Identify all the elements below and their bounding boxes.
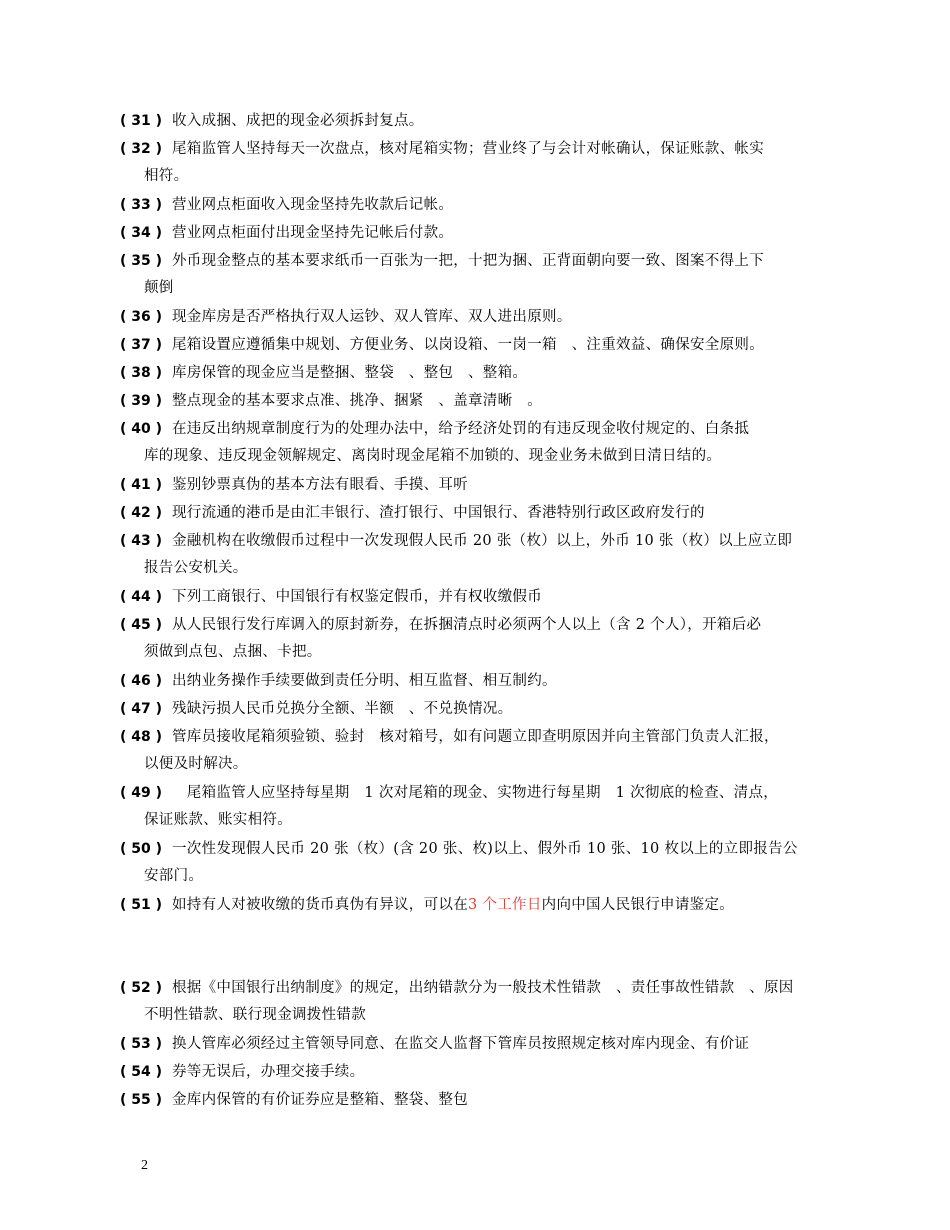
item-number: ( 54 ) [120, 1064, 163, 1080]
item-number: ( 52 ) [120, 980, 163, 996]
list-item [120, 612, 820, 666]
item-number: ( 33 ) [120, 197, 163, 213]
list-item [120, 192, 820, 219]
list-item [120, 136, 820, 190]
item-text: 在违反出纳规章制度行为的处理办法中，给予经济处罚的有违反现金收付规定的、白条抵 [172, 421, 750, 437]
item-text: 券等无误后，办理交接手续。 [172, 1064, 365, 1080]
item-text: 从人民银行发行库调入的原封新券，在拆捆清点时必须两个人以上（含 2 个人），开箱后必 [172, 617, 762, 633]
item-number: ( 51 ) [120, 897, 163, 913]
highlighted-deadline: 3 个工作日 [468, 897, 542, 913]
item-text-continued: 库的现象、违反现金领解规定、离岗时现金尾箱不加锁的、现金业务未做到日清日结的。 [144, 448, 722, 464]
list-item [120, 696, 820, 723]
item-text: 根据《中国银行出纳制度》的规定，出纳错款分为一般技术性错款 、责任事故性错款 、原因 [172, 980, 794, 996]
item-number: ( 47 ) [120, 701, 163, 717]
item-number: ( 43 ) [120, 533, 163, 549]
item-text-continued: 保证账款、账实相符。 [144, 812, 292, 828]
item-text: 如持有人对被收缴的货币真伪有异议，可以在 [172, 897, 468, 913]
item-text: 营业网点柜面付出现金坚持先记帐后付款。 [172, 225, 454, 241]
list-item [120, 528, 820, 582]
item-text: 尾箱监管人坚持每天一次盘点，核对尾箱实物；营业终了与会计对帐确认，保证账款、帐实 [172, 141, 764, 157]
list-item [120, 584, 820, 611]
item-number: ( 41 ) [120, 477, 163, 493]
item-number: ( 37 ) [120, 337, 163, 353]
list-item [120, 304, 820, 331]
page-number: 2 [141, 1158, 148, 1173]
item-text-end: 内向中国人民银行申请鉴定。 [541, 897, 735, 913]
item-text-continued: 须做到点包、点捆、卡把。 [144, 644, 322, 660]
item-text: 外币现金整点的基本要求纸币一百张为一把，十把为捆、正背面朝向要一致、图案不得上下 [172, 253, 764, 269]
item-number: ( 40 ) [120, 421, 163, 437]
item-text: 尾箱设置应遵循集中规划、方便业务、以岗设箱、一岗一箱 、注重效益、确保安全原则。 [172, 337, 764, 353]
list-item [120, 472, 820, 499]
item-text: 现行流通的港币是由汇丰银行、渣打银行、中国银行、香港特别行政区政府发行的 [172, 505, 705, 521]
item-text: 出纳业务操作手续要做到责任分明、相互监督、相互制约。 [172, 673, 557, 689]
item-number: ( 39 ) [120, 393, 163, 409]
list-item [120, 1087, 820, 1114]
list-item [120, 220, 820, 247]
list-item [120, 975, 820, 1029]
list-item [120, 388, 820, 415]
item-text-continued: 安部门。 [144, 868, 204, 884]
list-item [120, 836, 820, 890]
item-number: ( 46 ) [120, 673, 163, 689]
item-text: 金库内保管的有价证券应是整箱、整袋、整包 [172, 1092, 468, 1108]
list-item [120, 780, 820, 834]
item-text-continued: 不明性错款、联行现金调拨性错款 [144, 1007, 366, 1023]
item-number: ( 36 ) [120, 309, 163, 325]
item-number: ( 38 ) [120, 365, 163, 381]
list-item [120, 668, 820, 695]
item-text: 一次性发现假人民币 20 张（枚）(含 20 张、枚)以上、假外币 10 张、10 枚以上的立即报告公 [172, 841, 798, 857]
list-item [120, 724, 820, 778]
item-text: 尾箱监管人应坚持每星期 1 次对尾箱的现金、实物进行每星期 1 次彻底的检查、清点， [172, 785, 779, 801]
item-text-continued: 颠倒 [144, 280, 174, 296]
item-text: 残缺污损人民币兑换分全额、半额 、不兑换情况。 [172, 701, 513, 717]
item-text: 金融机构在收缴假币过程中一次发现假人民币 20 张（枚）以上，外币 10 张（枚）以上应立即 [172, 533, 793, 549]
item-text: 换人管库必须经过主管领导同意、在监交人监督下管库员按照规定核对库内现金、有价证 [172, 1036, 750, 1052]
item-number: ( 53 ) [120, 1036, 163, 1052]
item-number: ( 50 ) [120, 841, 163, 857]
item-text: 现金库房是否严格执行双人运钞、双人管库、双人进出原则。 [172, 309, 572, 325]
list-item [120, 892, 820, 919]
list-item [120, 332, 820, 359]
item-number: ( 44 ) [120, 589, 163, 605]
item-text: 营业网点柜面收入现金坚持先收款后记帐。 [172, 197, 454, 213]
item-number: ( 48 ) [120, 729, 163, 745]
list-item [120, 416, 820, 470]
item-number: ( 32 ) [120, 141, 163, 157]
item-number: ( 34 ) [120, 225, 163, 241]
item-number: ( 55 ) [120, 1092, 163, 1108]
list-item [120, 1059, 820, 1086]
item-text-continued: 相符。 [144, 168, 189, 184]
item-number: ( 35 ) [120, 253, 163, 269]
item-number: ( 42 ) [120, 505, 163, 521]
item-text: 收入成捆、成把的现金必须拆封复点。 [172, 113, 424, 129]
item-number: ( 45 ) [120, 617, 163, 633]
list-item [120, 500, 820, 527]
item-text: 管库员接收尾箱须验锁、验封 核对箱号，如有问题立即查明原因并向主管部门负责人汇报， [172, 729, 779, 745]
list-item [120, 1031, 820, 1058]
item-number: ( 31 ) [120, 113, 163, 129]
list-item [120, 360, 820, 387]
item-text-continued: 报告公安机关。 [144, 560, 248, 576]
item-text: 库房保管的现金应当是整捆、整袋 、整包 、整箱。 [172, 365, 528, 381]
item-text: 鉴别钞票真伪的基本方法有眼看、手摸、耳听 [172, 477, 468, 493]
list-item [120, 248, 820, 302]
item-text: 整点现金的基本要求点准、挑净、捆紧 、盖章清晰 。 [172, 393, 542, 409]
item-text: 下列工商银行、中国银行有权鉴定假币，并有权收缴假币 [172, 589, 542, 605]
list-item [120, 108, 820, 135]
item-number: ( 49 ) [120, 785, 163, 801]
item-text-continued: 以便及时解决。 [144, 756, 248, 772]
